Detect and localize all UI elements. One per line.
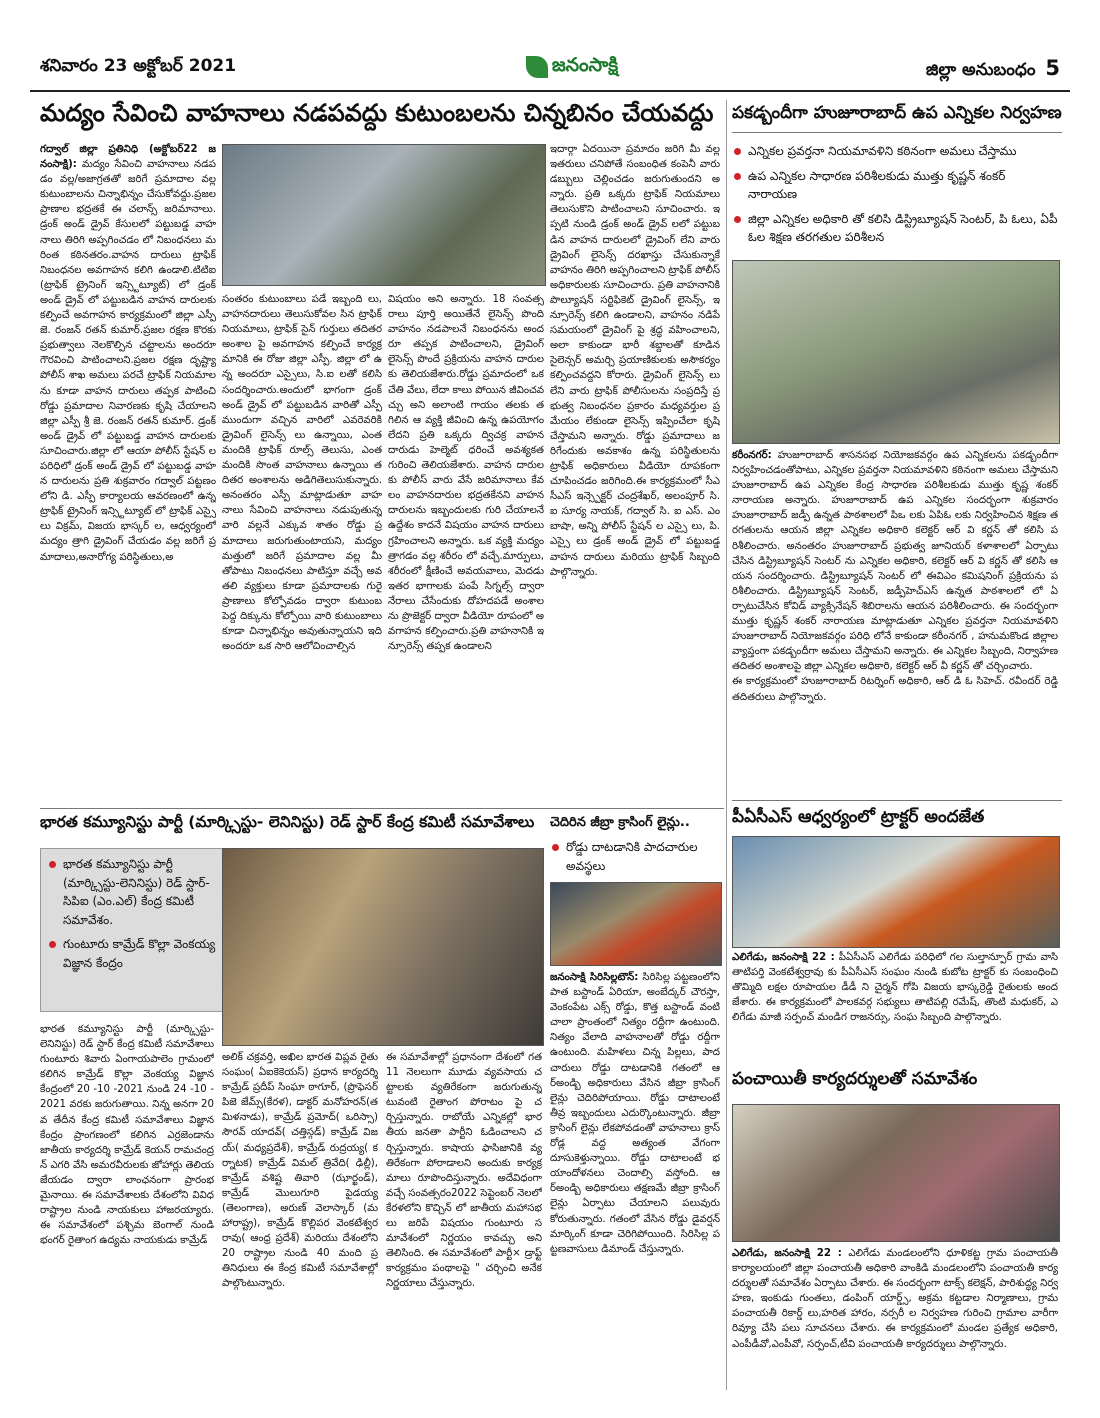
article2-bullet: జిల్లా ఎన్నికల అధికారి తో కలిసి డిస్ట్రిబ్యూషన్ సెంటర్, పి ఓలు, ఏపీ ఓల శిక్షణ తరగతుల పరిశీలన (732, 210, 1058, 247)
issue-date: శనివారం 23 అక్టోబర్ 2021 (40, 56, 237, 76)
article2-body-text: హుజూరాబాద్ శాసనసభ నియోజకవర్గం ఉప ఎన్నికలను పకడ్బందీగా నిర్వహించడంతోపాటు, ఎన్నికల ప్రవర్తనా నియమావళిని కఠినంగా అమలు చేస్తామని హుజూరాబాద్ ఉప ఎన్నికల కేంద్ర సాధారణ పరిశీలకుడు ముత్తు కృష్ణ శంకర్ నారాయణ అన్నారు. హుజూరాబాద్ ఉప ఎన్నికల సందర్భంగా శుక్రవారం హుజూరాబాద్ జడ్పీ ఉన్నత పాఠశాలలో పిఒ లకు ఏపిఓ లకు నిర్వహించిన శిక్షణ తరగతులను ఆయన జిల్లా ఎన్నికల అధికారి కలెక్టర్ ఆర్ వి కర్ణన్ తో కలిసి పరిశీలించారు. అనంతరం హుజూరాబాద్ ప్రభుత్వ జూనియర్ కళాశాలలో ఏర్పాటు చేసిన డిస్ట్రిబ్యూషన్ సెంటర్ ను ఎన్నికల అధికారి, కలెక్టర్ ఆర్ వి కర్ణన్ తో కలిసి ఆయన సందర్శించారు. డిస్ట్రిబ్యూషన్ సెంటర్ లో ఈవిఎం కమిషనింగ్ ప్రక్రియను పరిశీలించారు. డిస్ట్రిబ్యూషన్ సెంటర్, జడ్పీహెచ్ఎస్ ఉన్నత పాఠశాలలో లో ఏర్పాటుచేసిన కోవిడ్ వ్యాక్సినేషన్ శిబిరాలను ఆయన పరిశీలించారు. ఈ సందర్భంగా ముత్తు కృష్ణన్ శంకర్ నారాయణ మాట్లాడుతూ ఎన్నికల ప్రవర్తనా నియమావళిని హుజూరాబాద్ నియోజకవర్గం పరిధి లోనే కాకుండా కరీంనగర్ , హనుమకొండ జిల్లాల వ్యాప్తంగా పకడ్బందీగా అమలు చేస్తామని అన్నారు. ఈ ఎన్నికల సిబ్బంది, నిర్వాహణ తదితర అంశాలపై జిల్లా ఎన్నికల అధికారి, కలెక్టర్ ఆర్ వీ కర్ణన్ తో చర్చించారు. (732, 450, 1058, 673)
article2-bullets (732, 142, 1058, 253)
article4-body-text: సిరిసిల్ల పట్టణంలోని పాత బస్టాండ్ ఏరియా, అంబేద్కర్ చౌరస్తా, వెంకంపేట ఎక్స్ రోడ్డు, కొత్త బస్టాండ్ వంటి చాలా ప్రాంతంలో నిత్యం రద్దీగా ఉంటుంది. నిత్యం వేలాది వాహనాలతో రోడ్డు రద్దీగా ఉంటుంది. మహిళలు చిన్న పిల్లలు, పాదచారులు రోడ్డు దాటడానికి గతంలో ఆర్అండ్బి అధికారులు వేసిన జీబ్రా క్రాసింగ్ లైన్లు చెదిరిపోయాయి. రోడ్డు దాటాలంటే తీవ్ర ఇబ్బందులు ఎదుర్కొంటున్నారు. జీబ్రా క్రాసింగ్ లైన్లు లేకపోవడంతో వాహనాలు క్రాస్ రోడ్ల వద్ద అత్యంత వేగంగా దూసుకెళ్తున్నాయి. రోడ్డు దాటాలంటే భయాందోళనలు చెందాల్సి వస్తోంది. ఆర్అండ్బి అధికారులు తక్షణమే జీబ్రా క్రాసింగ్ లైన్లు ఏర్పాటు చేయాలని పలువురు కోరుతున్నారు. గతంలో వేసిన రోడ్డు డైవర్షన్ మార్కింగ్ కూడా చెరిగిపోయింది. సిరిసిల్ల పట్టణవాసులు డిమాండ్ చేస్తున్నారు. (550, 972, 720, 1255)
article2-bullet: ఎన్నికల ప్రవర్తనా నియమావళిని కఠినంగా అమలు చేస్తాము (732, 142, 1058, 161)
election-officials-photo (732, 260, 1060, 444)
article2-body (732, 448, 1058, 738)
article6-body (732, 1246, 1058, 1392)
article6-body-text: ఎలిగేడు మండలంలోని ధూళికట్ట గ్రామ పంచాయతీ కార్యాలయంలో జిల్లా పంచాయతీ అధికారి వాంకిడి మండలంలోని పంచాయతీ కార్యదర్శులతో సమావేశం ఏర్పాటు చేశారు. ఈ సందర్భంగా టాక్స్ కలెక్షన్, పారిశుద్ధ్య నిర్వహణ, ఇంకుడు గుంతలు, డంపింగ్ యార్డ్స్, అక్రమ కట్టడాల నిర్మాణాలు, గ్రామ పంచాయతీ రికార్డ్ లు,హరిత హారం, నర్సరీ ల నిర్వహణ గురించి గ్రామాల వారీగా రివ్యూ చేసి పలు సూచనలు చేశారు. ఈ కార్యక్రమంలో మండల ప్రత్యేక అధికారి,ఎంపీడీవో,ఎంపీవో, సర్పంచ్,టీవి పంచాయతీ కార్యదర్శులు పాల్గొన్నారు. (732, 1248, 1058, 1350)
tractor-handover-photo (732, 836, 1060, 948)
article4-bullet: రోడ్డు దాటడానికి పాదచారుల అవస్థలు (550, 838, 720, 875)
committee-meeting-photo (222, 848, 544, 1046)
article1-col1-text: మద్యం సేవించి వాహనాలు నడపడం వల్ల/అజాగ్రతతో జరిగే ప్రమాదాల వల్ల కుటుంబాలను చిన్నాభిన్నం చేసుకోవద్దు.ప్రజల ప్రాణాల భద్రతకే ఈ చలాన్స్ జరిమానాలు.డ్రంక్ అండ్ డ్రైవ్ కేసులలో పట్టుబడ్డ వాహనాలు తిరిగి అప్పగించడం లో నిబంధనలు మరింత కఠినతరం.వాహన దారులు ట్రాఫిక్ నిబంధనల అవగాహన కలిగి ఉండాలి.టిటిఐ (ట్రాఫిక్ ట్రైనింగ్ ఇన్స్టిట్యూట్) లో డ్రంక్ అండ్ డ్రైవ్ లో పట్టుబడిన వాహన దారులకు కల్పించే అవగాహన కార్యక్రమంలో జిల్లా ఎస్పీ జె. రంజన్ రతన్ కుమార్.ప్రజల రక్షణ కొరకు ప్రభుత్వాలు నెలకొల్పిన చట్టాలను అందరూ గౌరవించి పాటించాలని.ప్రజల రక్షణ దృష్ట్యా పోలీస్ శాఖ అమలు పరచే ట్రాఫిక్ నియమాలను కూడా వాహన దారులు తప్పక పాటించి రోడ్డు ప్రమాదాల నివారణకు కృషి చేయాలని జిల్లా ఎస్పీ శ్రీ జె. రంజన్ రతన్ కుమార్. డ్రంక్ అండ్ డ్రైవ్ లో పట్టుబడ్డ వాహన దారులకు సూచించారు.జిల్లా లో ఆయా పోలీస్ స్టేషన్ ల పరిధిలో డ్రంక్ అండ్ డ్రైవ్ లో పట్టుబడ్డ వాహన దారులను ప్రతి శుక్రవారం గద్వాల్ పట్టణం లోని డి. ఎస్పీ కార్యాలయ ఆవరణంలో ఉన్న ట్రాఫిక్ ట్రైనింగ్ ఇన్స్టిట్యూట్ లో ట్రాఫిక్ ఎస్సై లు విక్రమ్, విజయ భాస్కర్ ల, ఆధ్వర్యంలో మద్యం త్రాగి డ్రైవింగ్ చేయడం వల్ల జరిగే ప్రమాదాలు,అనారోగ్య పరిస్థితులు,అ (40, 159, 216, 563)
article1-headline: మద్యం సేవించి వాహనాలు నడపవద్దు కుటుంబలను చిన్నబినం చేయవద్దు (40, 99, 714, 127)
article4-headline: చెదిరిన జీబ్రా క్రాసింగ్ లైన్లు.. (550, 815, 690, 830)
article4-dateline: జనంసాక్షి సిరిసిల్లటౌన్: (550, 972, 639, 983)
page-label (926, 56, 1060, 84)
article6-headline: పంచాయితీ కార్యదర్శులతో సమావేశం (732, 1069, 978, 1089)
newspaper-logo (502, 50, 642, 84)
article3-highlight-box (40, 848, 228, 1012)
article3-bullet: గుంటూరు కామ్రేడ్ కొల్లా వెంకయ్య విజ్ఞాన కేంద్రం (47, 935, 221, 972)
masthead (40, 50, 1060, 86)
article3-col3: ఈ సమావేశాల్లో ప్రధానంగా దేశంలో గత 11 నెలలుగా మూడు వ్యవసాయ చట్టాలకు వ్యతిరేకంగా జరుగుతున్నటువంటి రైతాంగ పోరాటం పై చర్చిస్తున్నారు. రాబోయే ఎన్నికల్లో భారతీయ జనతా పార్టీని ఓడించాలని చర్చిస్తున్నారు. కాషాయ ఫాసిజానికి వ్యతిరేకంగా పోరాడాలని అందుకు కార్యక్రమాలు రూపొందిస్తున్నారు. అదేవిధంగా వచ్చే సంవత్సరం2022 సెప్టెంబర్ నెలలో కేరళలోని కొచ్చిన్ లో జాతీయ మహాసభలు జరిపే విషయం గుంటూరు సమావేశంలో నిర్ణయం కావచ్చు అని తెలిసింది. ఈ సమావేశంలో పార్టీ× డ్రాఫ్ట్ కార్యక్రమం పంథాలపై " చర్చించి అనేక నిర్ణయాలు చేస్తున్నారు. (386, 1052, 542, 1290)
zebra-crossing-photo (550, 882, 722, 966)
article4-bullets (550, 838, 720, 881)
article1-col3: విషయం అని అన్నారు. 18 సంవత్సరాలు పూర్తి అయితేనే లైసెన్స్ పొంది వాహనం నడపాలనే నిబంధనను అందరూ తప్పక పాటించాలని, డ్రైవింగ్ లైసెన్స్ పొందే ప్రక్రియను వాహన దారులకు తెలియజేశారు.రోడ్డు ప్రమాదంలో ఒక చేతి వేలు, లేదా కాలు పోయిన జీవించవచ్చు అని అలాంటి గాయం తలకు తగిలిన ఆ వ్యక్తి జీవించి ఉన్న ఉపయోగం లేదని ప్రతి ఒక్కరు ద్విచక్ర వాహనదారుడు హెల్మెట్ ధరించే అవశ్యకత గురించి తెలియజేశారు. వాహన దారులకు పోలీస్ వారు వేసే జరిమానాలు కేవలం వాహనదారుల భద్రతకేనని వాహన దారులను ఇబ్బందులకు గురి చేయాలనే ఉద్దేశం కాదనే విషయం వాహన దారులు గ్రహించాలని అన్నారు. ఒక వ్యక్తి మద్యం త్రాగడం వల్ల శరీరం లో వచ్చే.మార్పులు, శరీరంలో క్షీణించే అవయవాలు, మెదడు ఇతర భాగాలకు పంపే సిగ్నల్స్ ద్వారా నేరాలు చేసేందుకు దోహదపడే అంశాలను ప్రొజెక్టర్ ద్వారా వీడియో రూపంలో అవగాహన కల్పించారు.ప్రతి వాహనానికి ఇన్సూరెన్స్ తప్పక ఉండాలని (388, 294, 544, 653)
article1-col1 (40, 142, 216, 802)
page-number: 5 (1045, 56, 1060, 80)
masthead-rule (30, 90, 1070, 92)
traffic-training-photo (222, 144, 546, 286)
article2-headline: పకడ్బందీగా హుజూరాబాద్ ఉప ఎన్నికల నిర్వహణ (732, 103, 1062, 123)
section-divider (40, 808, 724, 809)
article3-bullets (47, 855, 221, 973)
section-name: జిల్లా అనుబంధం (925, 60, 1036, 80)
column-divider (726, 100, 727, 1390)
article6-dateline: ఎలిగేడు, జనంసాక్షి 22 : (732, 1248, 842, 1259)
article4-body (550, 970, 720, 1392)
article3-col2: అలిక్ చక్రవర్తి, అఖిల భారత విప్లవ రైతు సంఘం( ఏఐకెకెయస్) ప్రధాన కార్యదర్శి కామ్రేడ్ ప్రదీప్ సింఘా ఠాగూర్, (ప్రొఫెసర్ పిజె జేమ్స్(కేరళ), డాక్టర్ మనోహరన్(తమిళనాడు), కామ్రేడ్ ప్రమోద్( ఒరిస్సా) సౌరవ్ యాదవ్( చత్తిస్గడ్) కామ్రేడ్ విజయ్( మధ్యప్రదేశ్), కామ్రేడ్ రుద్రయ్య( కర్నాటక) కామ్రేడ్ విమల్ త్రివేది( ఢిల్లీ), కామ్రేడ్ వశిష్ట తివారి (ఝార్ఖండ్), కామ్రేడ్ మొలుగూరి పైడయ్య (తెలంగాణ), అరుణ్ వెలాస్కార్ (మహారాష్ట్ర), కామ్రేడ్ కొల్లిపర వెంకటేశ్వరరావు( ఆంధ్ర ప్రదేశ్) మరియు దేశంలోని 20 రాష్ట్రాల నుండి 40 మంది ప్రతినిధులు ఈ కేంద్ర కమిటీ సమావేశాల్లో పాల్గొంటున్నారు. (222, 1052, 378, 1290)
article2-bullet: ఉప ఎన్నికల సాధారణ పరిశీలకుడు ముత్తు కృష్ణన్ శంకర్ నారాయణ (732, 167, 1058, 204)
article2-dateline: కరీంనగర్: (732, 450, 772, 461)
article3-bullet: భారత కమ్యూనిస్టు పార్టీ (మార్క్సిస్టు-లెనినిస్టు) రెడ్ స్టార్- సిపిఐ (ఎం.ఎల్) కేంద్ర కమిటీ సమావేశం. (47, 855, 221, 929)
article1-col4: ఇదార్గా ఏదయినా ప్రమాదం జరిగి మీ వల్ల ఇతరులు చనిపోతే సంబంధిత కంపెనీ వారు డబ్బులు చెల్లించడం జరుగుతుందని అన్నారు. ప్రతి ఒక్కరు ట్రాఫిక్ నియమాలు తెలుసుకొని పాటించాలని సూచించారు. ఇప్పటి నుండి డ్రంక్ అండ్ డ్రైవ్ లలో పట్టుబడిన వాహన దారులలో డ్రైవింగ్ లేని వారు డ్రైవింగ్ లైసెన్స్ దరఖాస్తు చేసుకున్నాకే వాహనం తిరిగి అప్పగించాలని ట్రాఫిక్ పోలీస్ అధికారులకు సూచించారు. ప్రతి వాహనానికి పొల్యూషన్ సర్టిఫికెట్ డ్రైవింగ్ లైసెన్స్, ఇన్సూరెన్స్ కలిగి ఉండాలని, వాహనం నడిపే సమయంలో డ్రైవింగ్ పై శ్రద్ధ వహించాలని, అలా కాకుండా భారీ శబ్దాలతో కూడిన సైలెన్సర్ అమర్చి ప్రయాణికులకు అసౌకర్యం కల్పించవద్దని కోరారు. డ్రైవింగ్ లైసెన్స్ లు లేని వారు ట్రాఫిక్ పోలీసులను సంప్రదిస్తే ప్రభుత్వ నిబంధనల ప్రకారం మధ్యవర్తుల ప్రమేయం లేకుండా లైసెన్స్ ఇప్పించేలా కృషి చేస్తామని అన్నారు. రోడ్డు ప్రమాదాలు జరిగేందుకు అవకాశం ఉన్న పరిస్థితులను ట్రాఫిక్ అధికారులు వీడియో రూపకంగా చూపించడం జరిగింది.ఈ కార్యక్రమంలో సీఎసీఎస్ ఇన్స్పెక్టర్ చంద్రశేఖర్, అలంపూర్ సి. ఐ సూర్య నాయక్, గద్వాల్ సి. ఐ ఎస్. ఎం బాషా, అన్ని పోలీస్ స్టేషన్ ల ఎస్సై లు, పి. ఎస్సై లు డ్రంక్ అండ్ డ్రైవ్ లో పట్టుబడ్డ వాహన దారులు మరియు ట్రాఫిక్ సిబ్బంది పాల్గొన్నారు. (550, 144, 720, 578)
headline-underline (732, 132, 1062, 133)
article2-closing: ఈ కార్యక్రమంలో హుజూరాబాద్ రిటర్నింగ్ అధికారి, ఆర్ డి ఓ సిహెచ్. రవీందర్ రెడ్డి తదితరులు పాల్గొన్నారు. (732, 676, 1058, 703)
article1-dateline: గద్వాల్ జిల్లా ప్రతినిధి (అక్టోబర్22 జనంసాక్షి): (40, 144, 216, 171)
article5-body-text: పీఏసీఎస్ ఎలిగేడు పరిధిలో గల సుల్తాన్పూర్ గ్రామ వాసి తాటిపర్తి వెంకటేశ్వర్రావు కు పీఏసీఎస్ సంఘం నుండి కుబోట ట్రాక్టర్ కు సంబంధించి తొమ్మిది లక్షల రూపాయల డీడీ ని చైర్మన్ గోపి విజయ భాస్కర్రెడ్డి రైతులకు అందజేశారు. ఈ కార్యక్రమంలో పాలకవర్గ సభ్యులు తాటిపల్లి రమేష్, తొంటి మధుకర్, ఎలిగేడు మాజీ సర్పంచ్ మండిగ రాజనర్సు, సంఘ సిబ్బంది పాల్గొన్నారు. (732, 952, 1058, 1024)
article3-headline: భారత కమ్యూనిస్టు పార్టీ (మార్క్సిస్టు- లెనినిస్టు) రెడ్ స్టార్ కేంద్ర కమిటీ సమావేశాలు (40, 813, 535, 831)
article1-col2: సంతరం కుటుంబాలు పడే ఇబ్బంది లు, వాహనదారులు తెలుసుకోవల సిన ట్రాఫిక్ నియమాలు, ట్రాఫిక్ సైన్ గుర్తులు తదితర అంశాల పై అవగాహన కల్పించే కార్యక్రమానికి ఈ రోజు జిల్లా ఎస్పీ. జిల్లా లో ఉన్న అందరూ ఎస్సైలు, సి.ఐ లతో కలిసి సందర్శించారు.అందులో భాగంగా డ్రంక్ అండ్ డ్రైవ్ లో పట్టుబడిన వారితో ఎస్పీ ముందుగా వచ్చిన వారిలో ఎవరెవరికి డ్రైవింగ్ లైసెన్స్ లు ఉన్నాయి, ఎంత మందికి ట్రాఫిక్ రూల్స్ తెలుసు, ఎంత మందికి సొంత వాహనాలు ఉన్నాయి తదితర అంశాలను అడిగితెలుసుకున్నారు. అనంతరం ఎస్పీ మాట్లాడుతూ వాహనాలు సేవించి వాహనాలు నడుపుతున్న వారి వల్లనే ఎక్కువ శాతం రోడ్డు ప్రమాదాలు జరుగుతుంటాయని, మద్యం మత్తులో జరిగే ప్రమాదాల వల్ల మీ తోపాటు నిబంధనలు పాటిస్తూ వచ్చే అవతలి వ్యక్తులు కూడా ప్రమాదాలకు గురై ప్రాణాలు కోల్పోవడం ద్వారా కుటుంబ పెద్ద దిక్కును కోల్పోయి వారి కుటుంబాలు కూడా చిన్నాభిన్నం అవుతున్నాయని ఇది అందరూ ఒక సారి ఆలోచించాల్సిన (222, 294, 382, 653)
logo-text: జనంసాక్షి (551, 53, 619, 76)
section-divider (732, 800, 1062, 801)
article5-headline: పీఏసీఎస్ ఆధ్వర్యంలో ట్రాక్టర్ అందజేత (732, 807, 985, 827)
article5-body (732, 950, 1058, 1062)
article3-col1: భారత కమ్యూనిస్టు పార్టీ (మార్క్సిస్టు- లెనినిస్టు) రెడ్ స్టార్ కేంద్ర కమిటీ సమావేశాలు గుంటూరు శివారు ఏంగాయపాలెం గ్రామంలో కలిగిన కామ్రేడ్ కొల్లా వెంకయ్య విజ్ఞాన కేంద్రంలో 20 -10 -2021 నుండి 24 -10 -2021 వరకు జరుగుతాయి. నిన్న అనగా 20వ తేదీన కేంద్ర కమిటీ సమావేశాలు విజ్ఞాన కేంద్రం ప్రాంగణంలో కలిగిన ఎర్రజెండాను జాతీయ కార్యదర్శి కామ్రేడ్ కెయన్ రామచంద్రన్ ఎగరి వేసి అమరవీరులకు జోహార్లు తెలియజేయడం ద్వారా లాంఛనంగా ప్రారంభమైనాయి. ఈ సమావేశాలకు దేశంలోని వివిధ రాష్ట్రాల నుండి నాయకులు హాజరయ్యారు. ఈ సమావేశంలో పశ్చిమ బెంగాల్ నుండి భంగర్ రైతాంగ ఉద్యమ నాయకుడు కామ్రేడ్ (40, 1024, 214, 1247)
article5-dateline: ఎలిగేడు, జనంసాక్షి 22 : (732, 952, 835, 963)
leaf-icon (526, 56, 548, 78)
panchayat-meeting-photo (732, 1104, 1060, 1242)
